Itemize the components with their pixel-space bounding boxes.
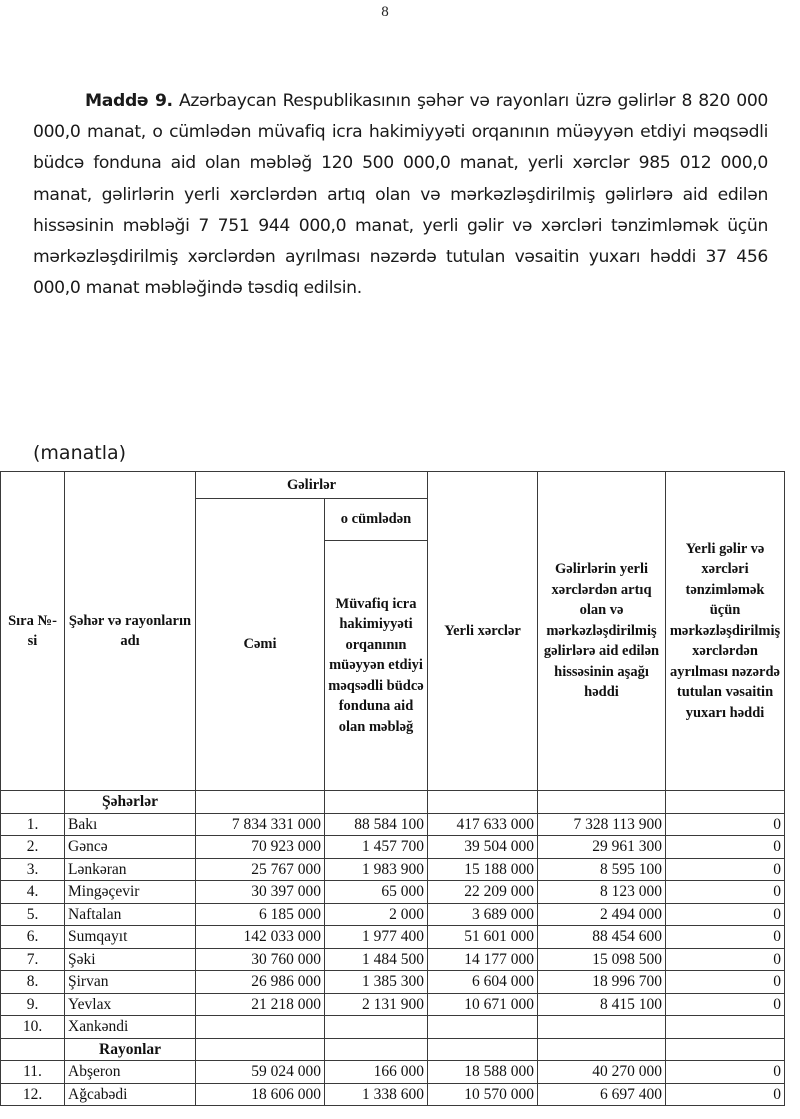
table-row	[1, 1016, 785, 1039]
row-upper: 0	[666, 993, 785, 1016]
budget-table	[0, 471, 785, 1106]
row-upper	[666, 1016, 785, 1039]
row-total: 6 185 000	[196, 903, 325, 926]
table-row	[1, 1083, 785, 1106]
row-excess: 8 415 100	[538, 993, 666, 1016]
row-excess	[538, 1016, 666, 1039]
row-fund	[325, 1016, 428, 1039]
row-fund: 1 977 400	[325, 926, 428, 949]
row-total: 59 024 000	[196, 1061, 325, 1084]
article-heading: Maddə 9.	[85, 91, 173, 111]
row-excess: 7 328 113 900	[538, 813, 666, 836]
row-upper: 0	[666, 948, 785, 971]
table-row	[1, 1061, 785, 1084]
page-number: 8	[381, 4, 389, 20]
row-no: 4.	[1, 881, 65, 904]
row-excess: 2 494 000	[538, 903, 666, 926]
row-total: 142 033 000	[196, 926, 325, 949]
row-excess: 40 270 000	[538, 1061, 666, 1084]
row-total: 30 397 000	[196, 881, 325, 904]
row-no: 7.	[1, 948, 65, 971]
row-local: 39 504 000	[428, 836, 538, 859]
row-local: 15 188 000	[428, 858, 538, 881]
row-upper: 0	[666, 836, 785, 859]
row-name: Mingəçevir	[65, 881, 196, 904]
row-name: Ağcabədi	[65, 1083, 196, 1106]
row-local: 417 633 000	[428, 813, 538, 836]
table-row	[1, 948, 785, 971]
article-paragraph	[33, 86, 768, 304]
header-name: Şəhər və rayonların adı	[65, 472, 196, 791]
row-total: 7 834 331 000	[196, 813, 325, 836]
header-regulation-upper-limit: Yerli gəlir və xərcləri tənzimləmək üçün mərkəzləşdirilmiş xərclərdən ayrılması nəzərdə tutulan vəsaitin yuxarı həddi	[666, 472, 785, 791]
row-fund: 166 000	[325, 1061, 428, 1084]
table-body	[1, 791, 785, 1106]
table-header	[1, 472, 785, 791]
row-total	[196, 1016, 325, 1039]
row-fund: 2 000	[325, 903, 428, 926]
article-body: Azərbaycan Respublikasının şəhər və rayonları üzrə gəlirlər 8 820 000 000,0 manat, o cümlədən müvafiq icra hakimiyyəti orqanının müəyyən etdiyi məqsədli büdcə fonduna aid olan məbləğ 120 500 000,0 manat, yerli xərclər 985 012 000,0 manat, gəlirlərin yerli xərclərdən artıq olan və mərkəzləşdirilmiş gəlirlərə aid edilən hissəsinin məbləği 7 751 944 000,0 manat, yerli gəlir və xərcləri tənzimləmək üçün mərkəzləşdirilmiş xərclərdən ayrılması nəzərdə tutulan vəsaitin yuxarı həddi 37 456 000,0 manat məbləğində təsdiq edilsin.	[33, 91, 768, 299]
row-name: Abşeron	[65, 1061, 196, 1084]
row-local: 14 177 000	[428, 948, 538, 971]
row-upper: 0	[666, 1061, 785, 1084]
row-upper: 0	[666, 971, 785, 994]
row-no: 9.	[1, 993, 65, 1016]
row-excess: 29 961 300	[538, 836, 666, 859]
row-total: 18 606 000	[196, 1083, 325, 1106]
row-upper: 0	[666, 903, 785, 926]
section-label-districts: Rayonlar	[65, 1038, 196, 1061]
row-name: Şəki	[65, 948, 196, 971]
row-no: 3.	[1, 858, 65, 881]
row-name: Bakı	[65, 813, 196, 836]
row-local: 10 570 000	[428, 1083, 538, 1106]
row-total: 70 923 000	[196, 836, 325, 859]
header-including: o cümlədən	[325, 499, 428, 541]
row-excess: 18 996 700	[538, 971, 666, 994]
section-row-districts	[1, 1038, 785, 1061]
row-excess: 15 098 500	[538, 948, 666, 971]
table-row	[1, 971, 785, 994]
table-row	[1, 926, 785, 949]
row-fund: 2 131 900	[325, 993, 428, 1016]
row-name: Yevlax	[65, 993, 196, 1016]
row-no: 5.	[1, 903, 65, 926]
row-excess: 88 454 600	[538, 926, 666, 949]
row-local: 6 604 000	[428, 971, 538, 994]
header-local-expenses: Yerli xərclər	[428, 472, 538, 791]
units-label: (manatla)	[33, 442, 127, 464]
table-row	[1, 858, 785, 881]
header-row-no: Sıra №-si	[1, 472, 65, 791]
row-upper: 0	[666, 813, 785, 836]
section-row-cities	[1, 791, 785, 814]
row-name: Xankəndi	[65, 1016, 196, 1039]
table-row	[1, 881, 785, 904]
row-total: 21 218 000	[196, 993, 325, 1016]
row-fund: 1 338 600	[325, 1083, 428, 1106]
row-local: 10 671 000	[428, 993, 538, 1016]
row-name: Şirvan	[65, 971, 196, 994]
row-name: Gəncə	[65, 836, 196, 859]
row-upper: 0	[666, 926, 785, 949]
header-total: Cəmi	[196, 499, 325, 791]
header-revenues: Gəlirlər	[196, 472, 428, 499]
row-fund: 1 983 900	[325, 858, 428, 881]
row-total: 26 986 000	[196, 971, 325, 994]
row-no: 10.	[1, 1016, 65, 1039]
row-fund: 1 484 500	[325, 948, 428, 971]
row-upper: 0	[666, 858, 785, 881]
header-target-fund: Müvafiq icra hakimiyyəti orqanının müəyyən etdiyi məqsədli büdcə fonduna aid olan məbləğ	[325, 541, 428, 791]
row-local	[428, 1016, 538, 1039]
row-no: 12.	[1, 1083, 65, 1106]
row-no: 8.	[1, 971, 65, 994]
row-local: 51 601 000	[428, 926, 538, 949]
row-name: Lənkəran	[65, 858, 196, 881]
row-excess: 8 123 000	[538, 881, 666, 904]
row-local: 18 588 000	[428, 1061, 538, 1084]
row-upper: 0	[666, 1083, 785, 1106]
header-excess-lower-limit: Gəlirlərin yerli xərclərdən artıq olan və mərkəzləşdirilmiş gəlirlərə aid edilən hissəsinin aşağı həddi	[538, 472, 666, 791]
row-local: 3 689 000	[428, 903, 538, 926]
row-name: Naftalan	[65, 903, 196, 926]
row-upper: 0	[666, 881, 785, 904]
section-label-cities: Şəhərlər	[65, 791, 196, 814]
row-fund: 88 584 100	[325, 813, 428, 836]
row-fund: 65 000	[325, 881, 428, 904]
row-total: 25 767 000	[196, 858, 325, 881]
row-excess: 8 595 100	[538, 858, 666, 881]
row-excess: 6 697 400	[538, 1083, 666, 1106]
row-no: 11.	[1, 1061, 65, 1084]
row-no: 6.	[1, 926, 65, 949]
article-9-text	[33, 86, 768, 304]
row-total: 30 760 000	[196, 948, 325, 971]
row-no: 1.	[1, 813, 65, 836]
table-row	[1, 903, 785, 926]
table-row	[1, 813, 785, 836]
table-row	[1, 993, 785, 1016]
table-row	[1, 836, 785, 859]
row-name: Sumqayıt	[65, 926, 196, 949]
row-no: 2.	[1, 836, 65, 859]
row-fund: 1 385 300	[325, 971, 428, 994]
row-local: 22 209 000	[428, 881, 538, 904]
row-fund: 1 457 700	[325, 836, 428, 859]
